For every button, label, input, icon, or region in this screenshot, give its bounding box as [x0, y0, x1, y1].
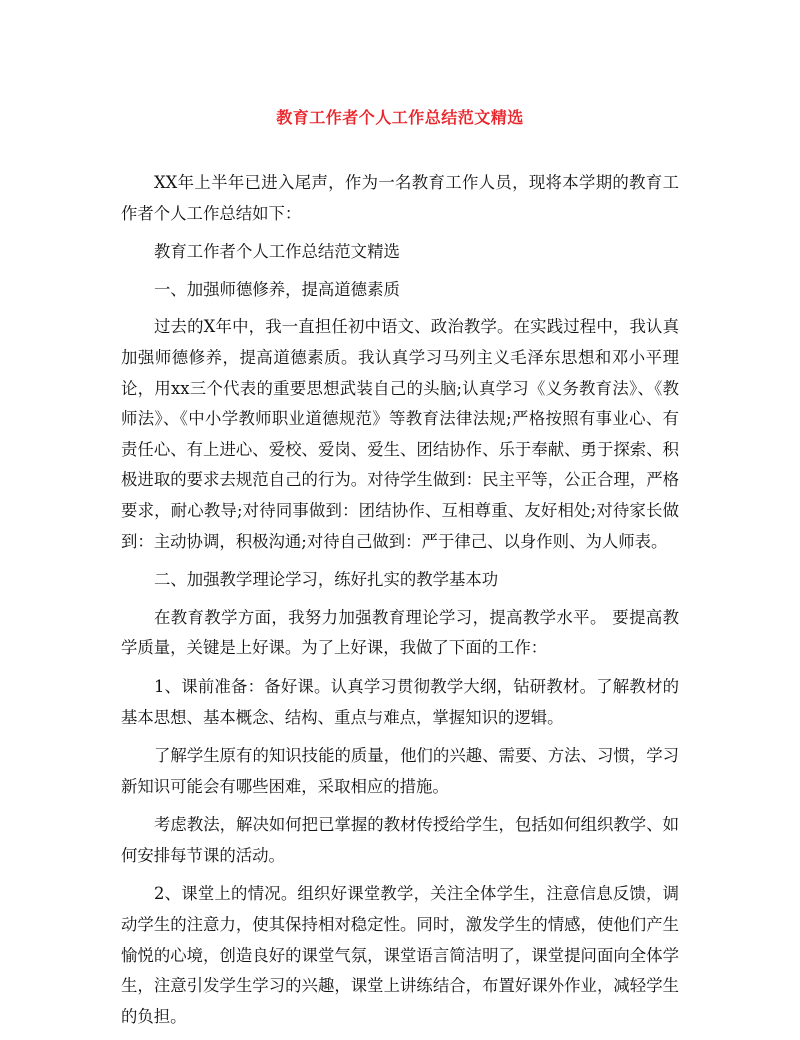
section-heading-1: 一、加强师德修养，提高道德素质 [154, 279, 400, 299]
paragraph-subtitle: 教育工作者个人工作总结范文精选 [154, 242, 400, 262]
document-body [121, 168, 679, 1040]
paragraph-section-2: 在教育教学方面，我努力加强教育理论学习，提高教学水平。 要提高教学质量，关键是上好课。为了上好课，我做了下面的工作： [121, 607, 679, 658]
paragraph-item-1: 1、课前准备：备好课。认真学习贯彻教学大纲，钻研教材。了解教材的基本思想、基本概念、结构、重点与难点，掌握知识的逻辑。 [121, 676, 679, 727]
paragraph-methods: 考虑教法，解决如何把已掌握的教材传授给学生，包括如何组织教学、如何安排每节课的活动。 [121, 815, 679, 865]
paragraph-intro: XX年上半年已进入尾声，作为一名教育工作人员，现将本学期的教育工作者个人工作总结如下： [121, 173, 679, 223]
paragraph-section-1: 过去的X年中，我一直担任初中语文、政治教学。在实践过程中，我认真加强师德修养，提高道德素质。我认真学习马列主义毛泽东思想和邓小平理论，用xx三个代表的重要思想武装自己的头脑;认真学习《义务教育法》、《教师法》、《中小学教师职业道德规范》等教育法律法规;严格按照有事业心、有责任心、有上进心、爱校、爱岗、爱生、团结协作、乐于奉献、勇于探索、积极进取的要求去规范自己的行为。对待学生做到：民主平等，公正合理，严格要求，耐心教导;对待同事做到：团结协作、互相尊重、友好相处;对待家长做到：主动协调，积极沟通;对待自己做到：严于律己、以身作则、为人师表。 [121, 317, 679, 551]
paragraph-item-2: 2、课堂上的情况。组织好课堂教学，关注全体学生，注意信息反馈，调动学生的注意力，使其保持相对稳定性。同时，激发学生的情感，使他们产生愉悦的心境，创造良好的课堂气氛，课堂语言简洁明了，课堂提问面向全体学生，注意引发学生学习的兴趣，课堂上讲练结合，布置好课外作业，减轻学生的负担。 [121, 884, 679, 1026]
section-heading-2: 二、加强教学理论学习，练好扎实的教学基本功 [154, 570, 499, 590]
document-title: 教育工作者个人工作总结范文精选 [276, 108, 524, 127]
paragraph-students: 了解学生原有的知识技能的质量，他们的兴趣、需要、方法、习惯，学习新知识可能会有哪些困难，采取相应的措施。 [121, 746, 679, 796]
